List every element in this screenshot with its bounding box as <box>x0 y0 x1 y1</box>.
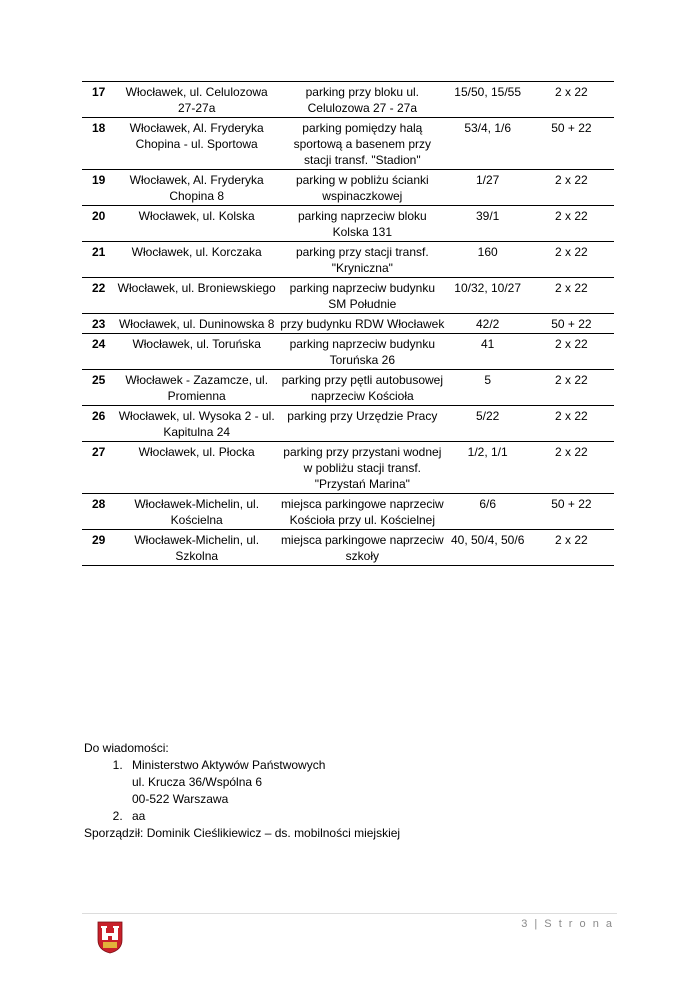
plot-number-cell: 6/6 <box>447 494 529 530</box>
location-cell: Włocławek, ul. Celulozowa 27-27a <box>115 82 278 118</box>
table-row <box>82 242 614 278</box>
description-cell: parking pomiędzy halą sportową a basenem przy stacji transf. "Stadion" <box>278 118 447 170</box>
spots-cell: 2 x 22 <box>529 530 614 566</box>
location-cell: Włocławek, ul. Wysoka 2 - ul. Kapitulna 24 <box>115 406 278 442</box>
wloclawek-coat-of-arms-icon <box>96 920 124 954</box>
row-number: 28 <box>82 494 115 530</box>
spots-cell: 50 + 22 <box>529 494 614 530</box>
recipient-line: ul. Krucza 36/Wspólna 6 <box>132 775 263 789</box>
row-number: 29 <box>82 530 115 566</box>
description-cell: parking w pobliżu ścianki wspinaczkowej <box>278 170 447 206</box>
table-row <box>82 314 614 334</box>
prepared-by: Sporządził: Dominik Cieślikiewicz – ds. mobilności miejskiej <box>84 826 401 840</box>
table-row <box>82 442 614 494</box>
row-number: 24 <box>82 334 115 370</box>
description-cell: miejsca parkingowe naprzeciw Kościoła przy ul. Kościelnej <box>278 494 447 530</box>
table-row <box>82 206 614 242</box>
recipient-line: 2. aa <box>132 809 146 823</box>
spots-cell: 2 x 22 <box>529 370 614 406</box>
recipient-line: 00-522 Warszawa <box>132 792 229 806</box>
notes-section <box>84 740 400 842</box>
row-number: 17 <box>82 82 115 118</box>
description-cell: parking naprzeciw budynku SM Południe <box>278 278 447 314</box>
location-cell: Włocławek, ul. Toruńska <box>115 334 278 370</box>
spots-cell: 2 x 22 <box>529 170 614 206</box>
plot-number-cell: 5/22 <box>447 406 529 442</box>
plot-number-cell: 10/32, 10/27 <box>447 278 529 314</box>
description-cell: parking naprzeciw bloku Kolska 131 <box>278 206 447 242</box>
plot-number-cell: 53/4, 1/6 <box>447 118 529 170</box>
footer-divider <box>82 913 617 914</box>
recipient-item <box>126 808 400 825</box>
description-cell: parking przy pętli autobusowej naprzeciw Kościoła <box>278 370 447 406</box>
spots-cell: 2 x 22 <box>529 442 614 494</box>
table-row <box>82 334 614 370</box>
spots-cell: 50 + 22 <box>529 118 614 170</box>
plot-number-cell: 39/1 <box>447 206 529 242</box>
row-number: 20 <box>82 206 115 242</box>
recipient-item <box>126 757 400 808</box>
table-row <box>82 370 614 406</box>
description-cell: parking przy stacji transf. "Kryniczna" <box>278 242 447 278</box>
plot-number-cell: 5 <box>447 370 529 406</box>
row-number: 19 <box>82 170 115 206</box>
plot-number-cell: 42/2 <box>447 314 529 334</box>
spots-cell: 2 x 22 <box>529 278 614 314</box>
description-cell: przy budynku RDW Włocławek <box>278 314 447 334</box>
location-cell: Włocławek-Michelin, ul. Szkolna <box>115 530 278 566</box>
spots-cell: 2 x 22 <box>529 82 614 118</box>
spots-cell: 50 + 22 <box>529 314 614 334</box>
plot-number-cell: 160 <box>447 242 529 278</box>
location-cell: Włocławek, ul. Kolska <box>115 206 278 242</box>
recipient-line: 1. Ministerstwo Aktywów Państwowych <box>132 758 326 772</box>
description-cell: miejsca parkingowe naprzeciw szkoły <box>278 530 447 566</box>
plot-number-cell: 15/50, 15/55 <box>447 82 529 118</box>
location-cell: Włocławek, ul. Płocka <box>115 442 278 494</box>
recipients-list <box>84 757 400 825</box>
parking-locations-table <box>82 81 614 566</box>
table-row <box>82 494 614 530</box>
spots-cell: 2 x 22 <box>529 406 614 442</box>
row-number: 23 <box>82 314 115 334</box>
notes-heading: Do wiadomości: <box>84 741 169 755</box>
plot-number-cell: 40, 50/4, 50/6 <box>447 530 529 566</box>
row-number: 26 <box>82 406 115 442</box>
plot-number-cell: 41 <box>447 334 529 370</box>
table-row <box>82 170 614 206</box>
location-cell: Włocławek, ul. Korczaka <box>115 242 278 278</box>
location-cell: Włocławek - Zazamcze, ul. Promienna <box>115 370 278 406</box>
table-row <box>82 82 614 118</box>
spots-cell: 2 x 22 <box>529 206 614 242</box>
page-number-label: 3 | S t r o n a <box>521 918 614 930</box>
location-cell: Włocławek, Al. Fryderyka Chopina - ul. Sportowa <box>115 118 278 170</box>
table-row <box>82 406 614 442</box>
row-number: 18 <box>82 118 115 170</box>
location-cell: Włocławek-Michelin, ul. Kościelna <box>115 494 278 530</box>
description-cell: parking naprzeciw budynku Toruńska 26 <box>278 334 447 370</box>
row-number: 21 <box>82 242 115 278</box>
plot-number-cell: 1/2, 1/1 <box>447 442 529 494</box>
table-body <box>82 82 614 566</box>
row-number: 25 <box>82 370 115 406</box>
description-cell: parking przy przystani wodnej w pobliżu stacji transf. "Przystań Marina" <box>278 442 447 494</box>
location-cell: Włocławek, ul. Broniewskiego <box>115 278 278 314</box>
table-row <box>82 278 614 314</box>
location-cell: Włocławek, ul. Duninowska 8 <box>115 314 278 334</box>
spots-cell: 2 x 22 <box>529 334 614 370</box>
location-cell: Włocławek, Al. Fryderyka Chopina 8 <box>115 170 278 206</box>
row-number: 27 <box>82 442 115 494</box>
table-row <box>82 530 614 566</box>
table-row <box>82 118 614 170</box>
row-number: 22 <box>82 278 115 314</box>
plot-number-cell: 1/27 <box>447 170 529 206</box>
description-cell: parking przy Urzędzie Pracy <box>278 406 447 442</box>
description-cell: parking przy bloku ul. Celulozowa 27 - 27a <box>278 82 447 118</box>
spots-cell: 2 x 22 <box>529 242 614 278</box>
